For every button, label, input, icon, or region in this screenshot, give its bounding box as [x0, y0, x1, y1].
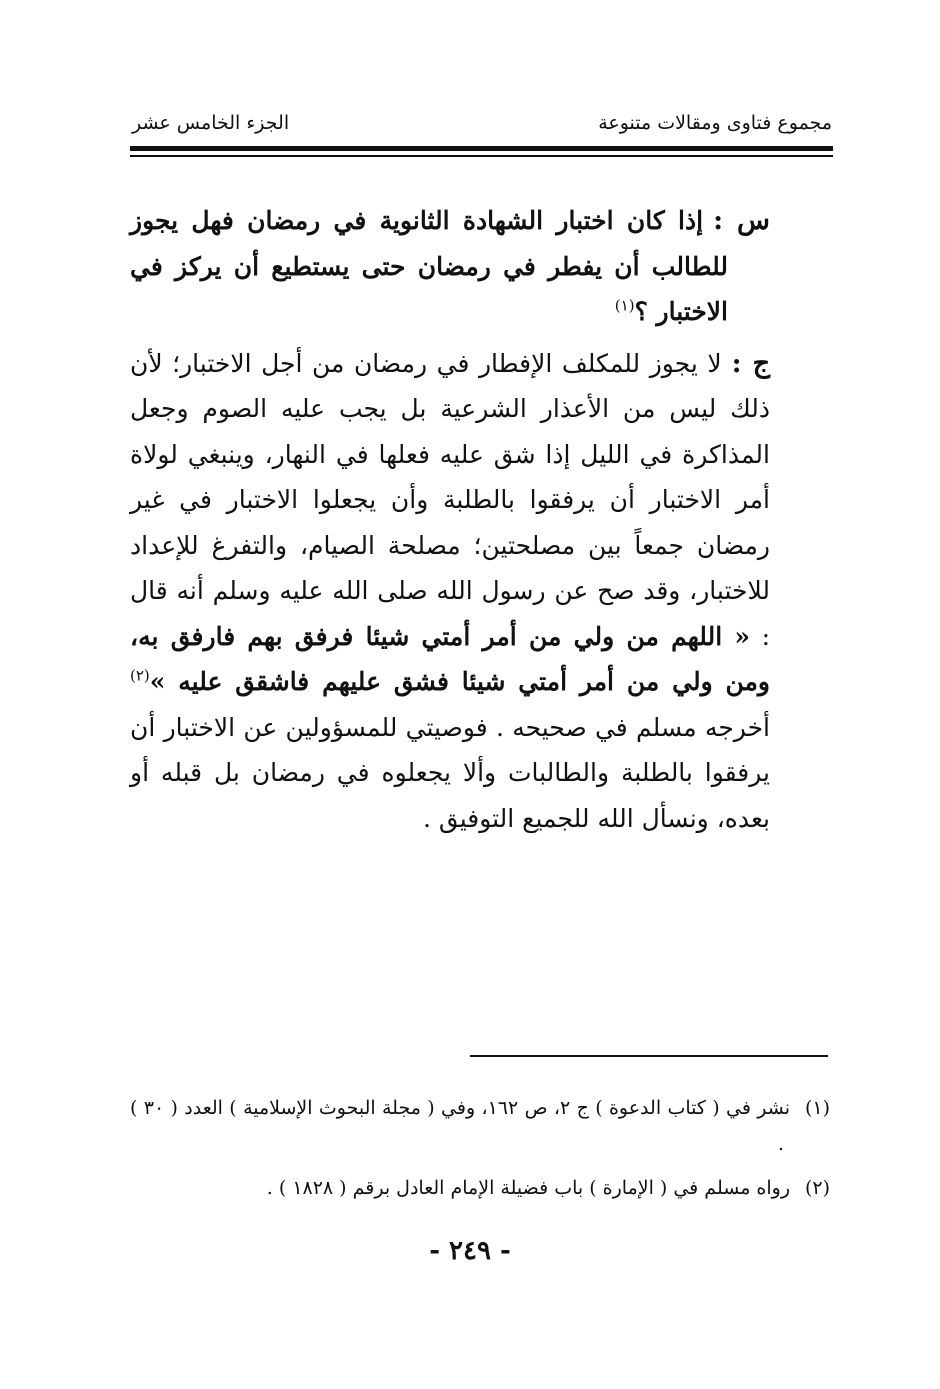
footnote-1-text: نشر في ( كتاب الدعوة ) ج ٢، ص ١٦٢، وفي ( مجلة البحوث الإسلامية ) العدد ( ٣٠ ) .	[130, 1097, 790, 1155]
question-paragraph	[130, 198, 770, 335]
question-prefix: س :	[713, 205, 770, 236]
header-rule-thick	[130, 146, 833, 151]
footnote-2	[130, 1170, 830, 1206]
footnotes	[130, 1090, 830, 1214]
volume-label: الجزء الخامس عشر	[132, 112, 290, 134]
answer-footnote-ref[interactable]: (٢)	[130, 666, 150, 685]
question-text: إذا كان اختبار الشهادة الثانوية في رمضان فهل يجوز للطالب أن يفطر في رمضان حتى يستطيع أن يركز في الاختبار ؟	[130, 206, 728, 326]
hadith-quote: « اللهم من ولي من أمر أمتي شيئا فرفق بهم فارفق به، ومن ولي من أمر أمتي شيئا فشق عليهم فاشقق عليه »	[130, 621, 770, 696]
running-head	[132, 112, 832, 142]
footnote-1	[130, 1090, 830, 1162]
answer-prefix: ج :	[731, 347, 771, 379]
answer-text-after: أخرجه مسلم في صحيحه . فوصيتي للمسؤولين عن الاختبار أن يرفقوا بالطلبة والطالبات وألا يجعلوه في رمضان بل قبله أو بعده، ونسأل الله للجميع التوفيق .	[130, 712, 770, 833]
footnote-separator	[470, 1055, 828, 1057]
book-title: مجموع فتاوى ومقالات متنوعة	[598, 112, 832, 134]
question-footnote-ref[interactable]: (١)	[614, 296, 635, 315]
footnote-2-text: رواه مسلم في ( الإمارة ) باب فضيلة الإمام العادل برقم ( ١٨٢٨ ) .	[266, 1177, 790, 1199]
answer-paragraph	[130, 341, 770, 842]
header-rule-thin	[130, 155, 833, 157]
footnote-2-number: (٢)	[804, 1177, 830, 1199]
footnote-1-number: (١)	[804, 1097, 830, 1119]
main-content	[130, 198, 770, 841]
page-number: - ٢٤٩ -	[429, 1236, 511, 1266]
answer-text-before: لا يجوز للمكلف الإفطار في رمضان من أجل الاختبار؛ لأن ذلك ليس من الأعذار الشرعية بل يجب عليه الصوم وجعل المذاكرة في الليل إذا شق عليه فعلها في النهار، وينبغي لولاة أمر الاختبار أن يرفقوا بالطلبة وأن يجعلوا الاختبار في غير رمضان جمعاً بين مصلحتين؛ مصلحة الصيام، والتفرغ للإعداد للاختبار، وقد صح عن رسول الله صلى الله عليه وسلم أنه قال :	[130, 348, 771, 651]
